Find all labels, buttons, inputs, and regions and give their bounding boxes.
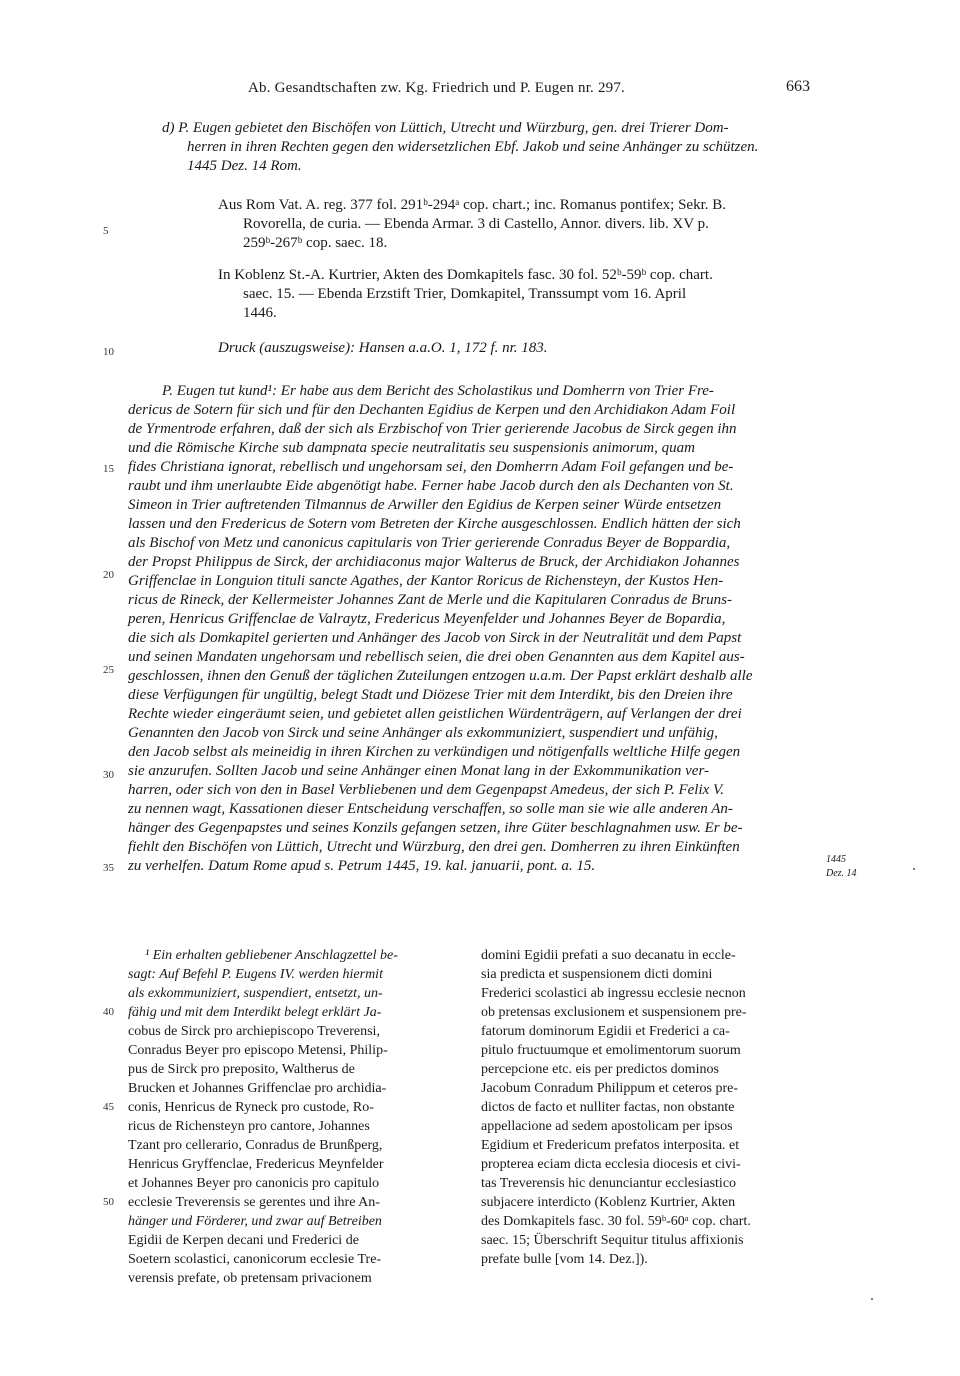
- footnote-line: sia predicta et suspensionem dicti domini: [481, 967, 713, 982]
- body-line: und die Römische Kirche sub dampnata specie neutralitatis seu suspensionis animorum, quam: [128, 440, 695, 456]
- regest-line: herren in ihren Rechten gegen den widersetzlichen Ebf. Jakob und seine Anhänger zu schützen.: [187, 139, 759, 155]
- body-line: Simeon in Trier auftretenden Tilmannus de Arwiller den Egidius de Kerpen seiner Würde entsetzen: [128, 497, 722, 513]
- footnote-line: domini Egidii prefati a suo decanatu in eccle-: [481, 948, 736, 963]
- footnote-line: ecclesie Treverensis se gerentes und ihre An-: [128, 1195, 380, 1210]
- footnote-line: Frederici scolastici ab ingressu ecclesie necnon: [481, 986, 746, 1001]
- body-line: raubt und ihm unerlaubte Eide abgenötigt habe. Ferner habe Jacob durch den als Dechanten von St.: [128, 478, 734, 494]
- body-line: P. Eugen tut kund¹: Er habe aus dem Bericht des Scholastikus und Domherrn von Trier Fre-: [162, 383, 714, 399]
- line-number: 30: [103, 769, 114, 781]
- body-line: peren, Henricus Griffenclae de Valraytz, Fredericus Meyenfelder und Johannes Beyer de Bopardia,: [128, 611, 726, 627]
- line-number: 10: [103, 346, 114, 358]
- source-line: Aus Rom Vat. A. reg. 377 fol. 291ᵇ-294ᵃ cop. chart.; inc. Romanus pontifex; Sekr. B.: [218, 197, 727, 213]
- regest-line: d) P. Eugen gebietet den Bischöfen von Lüttich, Utrecht und Würzburg, gen. drei Trierer Dom-: [162, 120, 729, 136]
- body-line: harren, oder sich von den in Basel Verbliebenen und dem Gegenpapst Amedeus, der sich P. Felix V.: [128, 782, 724, 798]
- footnote-line: percepcione etc. eis per predictos dominos: [481, 1062, 719, 1077]
- body-line: zu nennen wagt, Kassationen dieser Entscheidung verschaffen, so solle man sie wie alle anderen An-: [128, 801, 733, 817]
- footnote-line: ricus de Richensteyn pro cantore, Johannes: [128, 1119, 370, 1134]
- footnote-line: des Domkapitels fasc. 30 fol. 59ᵇ-60ᵃ cop. chart.: [481, 1214, 751, 1229]
- body-line: fides Christiana ignorat, rebellisch und ungehorsam sei, den Domherrn Adam Foil gefangen und be-: [128, 459, 734, 475]
- footnote-line: propterea eciam dicta ecclesia diocesis et civi-: [481, 1157, 741, 1172]
- line-number: 45: [103, 1101, 114, 1113]
- source-line: Rovorella, de curia. — Ebenda Armar. 3 di Castello, Annor. divers. lib. XV p.: [243, 216, 709, 232]
- body-line: de Yrmentrode erfahren, daß der sich als Erzbischof von Trier gerierende Jacobus de Sirck gegen ihn: [128, 421, 737, 437]
- line-number: 40: [103, 1006, 114, 1018]
- body-line: ricus de Rineck, der Kellermeister Johannes Zant de Merle und die Kapitularen Conradus de Bruns-: [128, 592, 732, 608]
- scan-speck: [913, 868, 915, 870]
- footnote-line: saec. 15; Überschrift Sequitur titulus affixionis: [481, 1233, 744, 1248]
- line-number: 5: [103, 225, 109, 237]
- body-line: Griffenclae in Longuion tituli sancte Agathes, der Kantor Roricus de Richensteyn, der Kustos Hen-: [128, 573, 724, 589]
- footnote-line: pus de Sirck pro preposito, Waltherus de: [128, 1062, 355, 1077]
- body-line: fiehlt den Bischöfen von Lüttich, Utrecht und Würzburg, den drei gen. Domherren zu ihren Einkünften: [128, 839, 740, 855]
- footnote-line: Tzant pro cellerario, Conradus de Brunßperg,: [128, 1138, 383, 1153]
- line-number: 50: [103, 1196, 114, 1208]
- footnote-line: et Johannes Beyer pro canonicis pro capitulo: [128, 1176, 380, 1191]
- footnote-line: als exkommuniziert, suspendiert, entsetzt, un-: [128, 986, 383, 1001]
- source-line: 259ᵇ-267ᵇ cop. saec. 18.: [243, 235, 388, 251]
- body-line: sie anzurufen. Sollten Jacob und seine Anhänger einen Monat lang in der Exkommunikation ver-: [128, 763, 709, 779]
- body-line: hänger des Gegenpapstes und seines Konzils gefangen setzen, ihre Güter beschlagnahmen usw. Er be-: [128, 820, 743, 836]
- line-number: 15: [103, 463, 114, 475]
- body-line: dericus de Sotern für sich und für den Dechanten Egidius de Kerpen und den Archidiakon Adam Foil: [128, 402, 736, 418]
- regest-date: 1445 Dez. 14 Rom.: [187, 158, 302, 174]
- footnote-line: ¹ Ein erhalten gebliebener Anschlagzettel be-: [145, 948, 398, 963]
- footnote-line: conis, Henricus de Ryneck pro custode, Ro-: [128, 1100, 374, 1115]
- footnote-line: subjacere interdicto (Koblenz Kurtrier, Akten: [481, 1195, 736, 1210]
- footnote-line: ob pretensas exclusionem et suspensionem pre-: [481, 1005, 747, 1020]
- footnote-line: cobus de Sirck pro archiepiscopo Treverensi,: [128, 1024, 380, 1039]
- margin-date-year: 1445: [826, 854, 846, 865]
- body-line: zu verhelfen. Datum Rome apud s. Petrum 1445, 19. kal. januarii, pont. a. 15.: [128, 858, 596, 874]
- body-line: und seinen Mandaten ungehorsam und rebellisch seien, die drei oben Genannten aus dem Kapitel aus-: [128, 649, 745, 665]
- footnote-line: verensis prefate, ob pretensam privacionem: [128, 1271, 372, 1286]
- footnote-line: Egidium et Fredericum prefatos interposita. et: [481, 1138, 740, 1153]
- footnote-line: sagt: Auf Befehl P. Eugens IV. werden hiermit: [128, 967, 383, 982]
- body-line: diese Verfügungen für ungültig, belegt Stadt und Diözese Trier mit dem Interdikt, bis den Dreien ihre: [128, 687, 733, 703]
- footnote-line: Henricus Gryffenclae, Fredericus Meynfelder: [128, 1157, 384, 1172]
- body-line: Genannten den Jacob von Sirck und seine Anhänger als exkommuniziert, suspendiert und unfähig,: [128, 725, 718, 741]
- footnote-line: hänger und Förderer, und zwar auf Betreiben: [128, 1214, 382, 1229]
- footnote-line: pitulo fructuumque et emolimentorum suorum: [481, 1043, 741, 1058]
- line-number: 25: [103, 664, 114, 676]
- running-head: Ab. Gesandtschaften zw. Kg. Friedrich und P. Eugen nr. 297.: [248, 80, 626, 96]
- footnote-line: dictos de facto et nulliter factas, non obstante: [481, 1100, 735, 1115]
- margin-date-day: Dez. 14: [826, 868, 857, 879]
- footnote-line: Jacobum Conradum Philippum et ceteros pre-: [481, 1081, 738, 1096]
- footnote-line: fähig und mit dem Interdikt belegt erklärt Ja-: [128, 1005, 382, 1020]
- footnote-line: Conradus Beyer pro episcopo Metensi, Philip-: [128, 1043, 388, 1058]
- source-line: saec. 15. — Ebenda Erzstift Trier, Domkapitel, Transsumpt vom 16. April: [243, 286, 687, 302]
- print-reference: Druck (auszugsweise): Hansen a.a.O. 1, 172 f. nr. 183.: [218, 340, 548, 356]
- body-line: die sich als Domkapitel gerierten und Anhänger des Jacob von Sirck in der Neutralität und dem Papst: [128, 630, 742, 646]
- footnote-line: prefate bulle [vom 14. Dez.]).: [481, 1252, 648, 1267]
- footnote-line: tas Treverensis hic denunciantur ecclesiastico: [481, 1176, 737, 1191]
- body-line: den Jacob selbst als meineidig in ihren Kirchen zu verkündigen und nötigenfalls weltliche Hilfe gegen: [128, 744, 741, 760]
- scan-speck: [871, 1298, 873, 1300]
- source-line: In Koblenz St.-A. Kurtrier, Akten des Domkapitels fasc. 30 fol. 52ᵇ-59ᵇ cop. chart.: [218, 267, 713, 283]
- body-line: lassen und den Fredericus de Sotern vom Betreten der Kirche ausgeschlossen. Endlich hätten der sich: [128, 516, 741, 532]
- line-number: 35: [103, 862, 114, 874]
- body-line: als Bischof von Metz und canonicus capitularis von Trier gerierende Conradus Beyer de Boppardia,: [128, 535, 731, 551]
- footnote-line: Soetern scolastici, canonicorum ecclesie Tre-: [128, 1252, 382, 1267]
- footnote-line: appellacione ad sedem apostolicam per ipsos: [481, 1119, 733, 1134]
- body-line: Rechte wieder eingeräumt seien, und gebietet allen geistlichen Würdenträgern, auf Verlangen der drei: [128, 706, 742, 722]
- body-line: der Propst Philippus de Sirck, der archidiaconus major Walterus de Bruck, der Archidiakon Johannes: [128, 554, 740, 570]
- page-number: 663: [786, 78, 810, 95]
- line-number: 20: [103, 569, 114, 581]
- body-line: geschlossen, ihnen den Genuß der täglichen Zuteilungen entzogen u.a.m. Der Papst erklärt deshalb alle: [128, 668, 753, 684]
- footnote-line: fatorum dominorum Egidii et Frederici a ca-: [481, 1024, 730, 1039]
- footnote-line: Brucken et Johannes Griffenclae pro archidia-: [128, 1081, 387, 1096]
- footnote-line: Egidii de Kerpen decani und Frederici de: [128, 1233, 359, 1248]
- source-line: 1446.: [243, 305, 277, 321]
